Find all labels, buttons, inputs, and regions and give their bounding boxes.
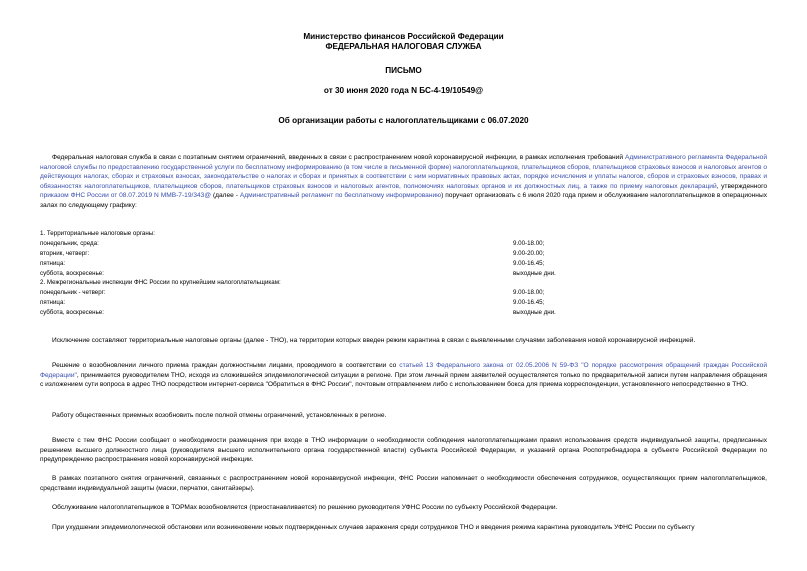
- schedule: [40, 229, 767, 318]
- paragraph-public-reception: Работу общественных приемных возобновить после полной отмены ограничений, установленных в регионе.: [52, 412, 387, 419]
- paragraph-staff-protection: В рамках поэтапного снятия ограничений, связанных с распространением новой коронавирусной инфекции, ФНС России напоминает о необходимости обеспечения сотрудников, осуществляющих прием налогоплательщиков, средствами индивидуальной защиты (маски, перчатки, санитайзеры).: [40, 475, 767, 492]
- schedule-row: вторник, четверг: 9.00-20.00;: [40, 249, 545, 257]
- document-type: ПИСЬМО: [385, 66, 422, 75]
- intro-text-c: (далее -: [211, 192, 240, 200]
- schedule-row: пятница: 9.00-16.45;: [40, 259, 545, 267]
- schedule-group-title: 2. Межрегиональные инспекции ФНС России по крупнейшим налогоплательщикам:: [40, 279, 281, 287]
- schedule-row: пятница: 9.00-16.45;: [40, 299, 545, 307]
- schedule-row: суббота, воскресенье: выходные дни.: [40, 269, 556, 277]
- intro-text-d: ) поручает организовать с 6 июля 2020 года прием и обслуживание налогоплательщиков в операционных залах по следующему графику:: [40, 192, 767, 209]
- document-subject: Об организации работы с налогоплательщиками с 06.07.2020: [278, 116, 529, 125]
- paragraph-protective-info: Вместе с тем ФНС России сообщает о необходимости размещения при входе в ТНО информации о необходимости соблюдения налогоплательщиками правил использования средств индивидуальной защиты, предписанных решением высшего должностного лица (руководителя высшего исполнительного органа государственной власти) субъекта Российской Федерации, и указаний органа Роспотребнадзора в субъекте Российской Федерации по предупреждению распространения новой коронавирусной инфекции.: [40, 437, 767, 464]
- admin-regulation-link[interactable]: Административного регламента Федеральной налоговой службы по предоставлению государственной услуги по бесплатному информированию (в том числе в письменной форме) налогоплательщиков, плательщиков сборов, плательщиков страховых взносов и налоговых агентов о действующих налогах, сборах и страховых взносах, законодательстве о налогах и сборах и принятых в соответствии с ним нормативных правовых актах, порядке исчисления и уплаты налогов, сборов и страховых взносов, правах и обязанностях налогоплательщиков, плательщиков сборов, плательщиков страховых взносов и налоговых агентов, полномочиях налоговых органов и их должностных лиц, а также по приему налоговых деклараций: [40, 154, 767, 190]
- federal-law-link[interactable]: статьей 13 Федерального закона от 02.05.2006 N 59-ФЗ "О порядке рассмотрения обращений граждан Российской Федерации": [40, 362, 767, 379]
- paragraph-torm: Обслуживание налогоплательщиков в ТОРМах возобновляется (приостанавливается) по решению руководителя УФНС России по субъекту Российской Федерации.: [52, 504, 558, 511]
- schedule-row: понедельник, среда: 9.00-18.00;: [40, 239, 545, 247]
- paragraph-personal-reception: Решение о возобновлении личного приема граждан должностными лицами, проводимого в соответствии со статьей 13 Федерального закона от 02.05.2006 N 59-ФЗ "О порядке рассмотрения обращений граждан Российской Федерации", принимается руководителем ТНО, исходя из сложившейся эпидемиологической ситуации в регионе. При этом личный прием заявителей осуществляется только по предварительной записи путем направления обращения с изложением сути вопроса в адрес ТНО посредством интернет-сервиса "Обратиться в ФНС России", почтовым отправлением либо с использованием бокса для приема корреспонденции, установленного непосредственно в ТНО.: [40, 362, 767, 389]
- document-date-number: от 30 июня 2020 года N БС-4-19/10549@: [323, 86, 484, 95]
- ministry-name: Министерство финансов Российской Федерации: [303, 32, 504, 41]
- schedule-row: понедельник - четверг: 9.00-18.00;: [40, 289, 545, 297]
- fns-order-link[interactable]: приказом ФНС России от 08.07.2019 N ММВ-7-19/343@: [40, 192, 212, 200]
- paragraph-intro: [40, 153, 767, 211]
- schedule-group-title: 1. Территориальные налоговые органы:: [40, 230, 155, 237]
- paragraph-exception: Исключение составляют территориальные налоговые органы (далее - ТНО), на территории которых введен режим карантина в связи с выявленными случаями заболевания новой коронавирусной инфекцией.: [52, 337, 696, 344]
- paragraph-quarantine: При ухудшении эпидемиологической обстановки или возникновении новых подтвержденных случаев заражения среди сотрудников ТНО и введения режима карантина руководитель УФНС России по субъекту: [52, 524, 695, 531]
- intro-text-a: Федеральная налоговая служба в связи с поэтапным снятием ограничений, введенных в связи с распространением новой коронавирусной инфекции, в рамках исполнения требований: [52, 154, 626, 161]
- schedule-row: суббота, воскресенье: выходные дни.: [40, 309, 556, 317]
- intro-text-b: , утвержденного: [716, 182, 768, 190]
- admin-regulation-short-link[interactable]: Административный регламент по бесплатному информированию: [239, 192, 442, 200]
- service-name: ФЕДЕРАЛЬНАЯ НАЛОГОВАЯ СЛУЖБА: [325, 42, 482, 51]
